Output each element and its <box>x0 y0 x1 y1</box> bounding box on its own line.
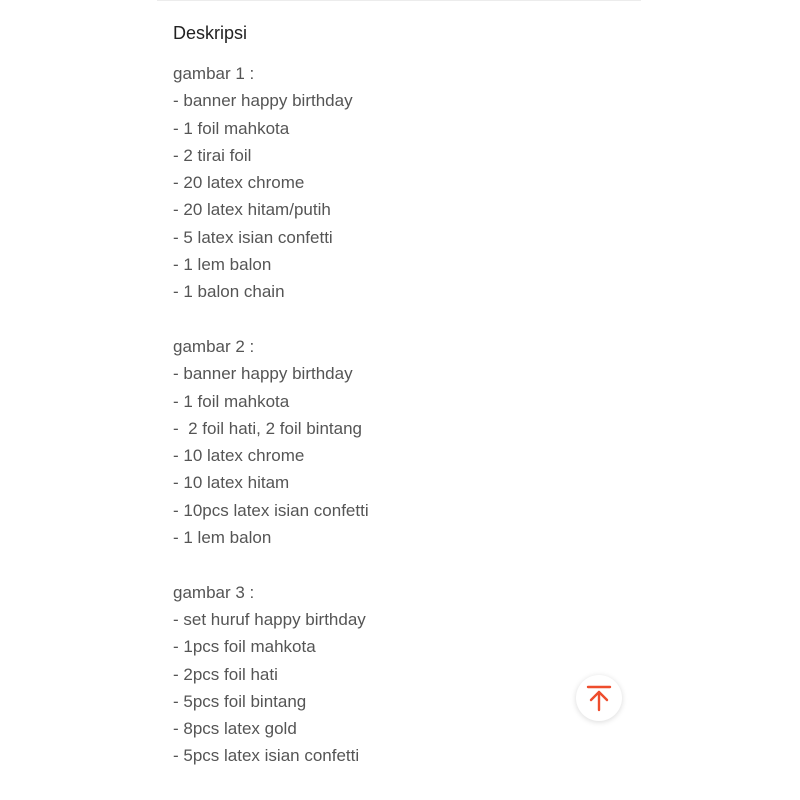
description-line: - 2pcs foil hati <box>173 664 278 684</box>
description-blank-line <box>173 551 613 578</box>
description-line: - 20 latex chrome <box>173 173 305 193</box>
back-to-top-button[interactable] <box>576 675 622 721</box>
description-line: - banner happy birthday <box>173 364 353 384</box>
description-line: gambar 2 : <box>173 336 255 356</box>
section-title: Deskripsi <box>173 23 248 43</box>
description-line: - 1pcs foil mahkota <box>173 637 316 657</box>
arrow-up-to-line-icon <box>586 684 612 712</box>
description-line: - 10 latex hitam <box>173 473 290 493</box>
description-line: - 1 foil mahkota <box>173 118 290 138</box>
description-line: - 1 foil mahkota <box>173 391 290 411</box>
description-line: gambar 3 : <box>173 582 255 602</box>
description-line: - 10 latex chrome <box>173 446 305 466</box>
description-line: - 5 latex isian confetti <box>173 227 333 247</box>
description-line: - 10pcs latex isian confetti <box>173 500 369 520</box>
description-blank-line <box>173 306 613 333</box>
description-line: - 8pcs latex gold <box>173 719 297 739</box>
description-line: - 20 latex hitam/putih <box>173 200 331 220</box>
description-panel <box>157 0 641 800</box>
description-line: - 2 foil hati, 2 foil bintang <box>173 418 363 438</box>
description-line: gambar 1 : <box>173 64 255 83</box>
description-line: - set huruf happy birthday <box>173 609 366 629</box>
description-line: - 5pcs foil bintang <box>173 691 307 711</box>
description-line: - 5pcs latex isian confetti <box>173 746 360 766</box>
description-line: - 1 balon chain <box>173 282 285 302</box>
description-line: - banner happy birthday <box>173 91 353 111</box>
description-line: - 1 lem balon <box>173 528 272 548</box>
description-line: - 2 tirai foil <box>173 145 252 165</box>
description-line: - 1 lem balon <box>173 255 272 275</box>
description-list <box>173 60 613 770</box>
